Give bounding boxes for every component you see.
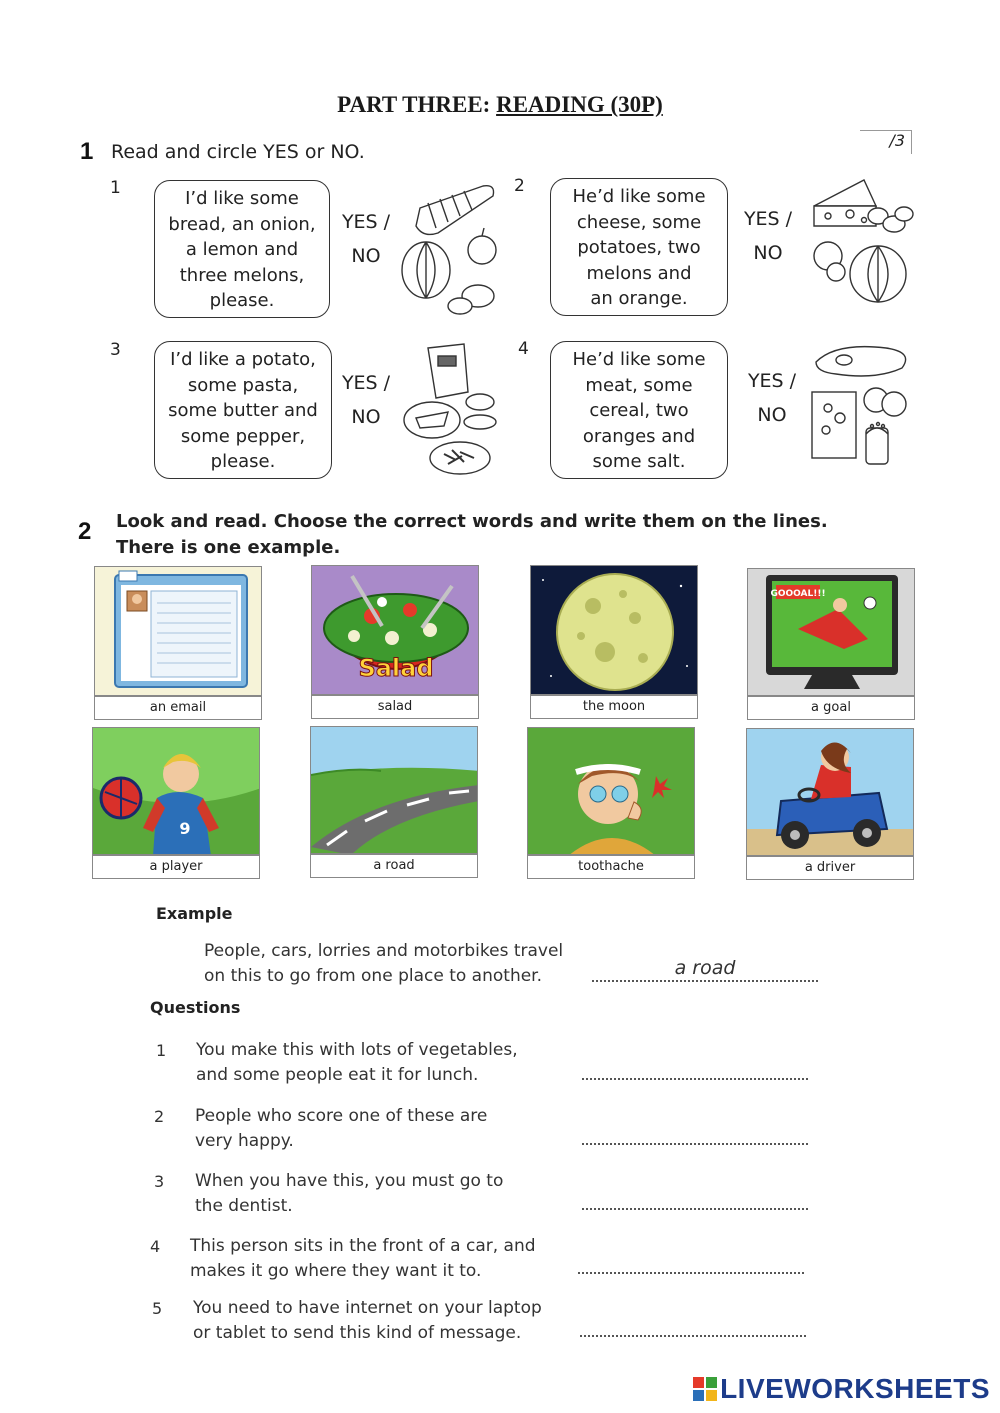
- bubble-line: an orange.: [590, 288, 688, 309]
- score-box: /3: [860, 130, 912, 154]
- question-line: When you have this, you must go to: [195, 1171, 504, 1191]
- item-number: 2: [514, 176, 525, 196]
- yes-option[interactable]: YES /: [747, 370, 797, 392]
- answer-line-1[interactable]: [582, 1078, 808, 1080]
- question-text: [193, 1296, 542, 1346]
- question-line: You make this with lots of vegetables,: [196, 1040, 518, 1060]
- example-text: [204, 939, 563, 989]
- exercise2-instruction-line2: There is one example.: [116, 537, 341, 558]
- card-label: an email: [94, 696, 262, 720]
- bubble-line: bread, an onion,: [168, 213, 316, 235]
- question-line: and some people eat it for lunch.: [196, 1065, 479, 1085]
- questions-heading: Questions: [150, 998, 241, 1017]
- goal-screen-text: GOOOAL!!!: [770, 589, 826, 599]
- item-number: 3: [110, 340, 121, 360]
- toothache-picture: [527, 727, 695, 855]
- title-underlined: READING (30P): [496, 92, 663, 117]
- bread-onion-lemon-melon-icon: [398, 178, 508, 318]
- exercise1-instruction: Read and circle YES or NO.: [111, 141, 365, 163]
- item-number: 4: [518, 339, 529, 359]
- answer-line-2[interactable]: [582, 1143, 808, 1145]
- logo-text: LIVEWORKSHEETS: [720, 1373, 990, 1404]
- question-text: [190, 1234, 536, 1284]
- salad-picture: [311, 565, 479, 695]
- exercise2-instruction-line1: Look and read. Choose the correct words and write them on the lines.: [116, 511, 828, 532]
- answer-line-3[interactable]: [582, 1208, 808, 1210]
- answer-line-5[interactable]: [580, 1335, 806, 1337]
- bubble-line: He’d like some: [572, 186, 706, 207]
- bubble-line: oranges and: [582, 425, 696, 447]
- road-picture: [310, 726, 478, 854]
- bubble-line: a lemon and: [185, 239, 299, 260]
- question-number: 3: [154, 1172, 165, 1191]
- bubble-line: potatoes, two: [577, 237, 701, 258]
- card-label: a player: [92, 855, 260, 879]
- exercise2-number: 2: [78, 518, 92, 545]
- bubble-line: I’d like some: [185, 188, 299, 209]
- bubble-line: I’d like a potato,: [170, 349, 316, 370]
- speech-bubble: [550, 178, 728, 316]
- liveworksheets-logo[interactable]: [693, 1373, 990, 1405]
- no-option[interactable]: NO: [351, 245, 381, 267]
- card-label: a driver: [746, 856, 914, 880]
- question-number: 1: [156, 1041, 167, 1060]
- example-heading: Example: [156, 904, 233, 923]
- road-icon: [311, 727, 478, 854]
- item-number: 1: [110, 178, 121, 198]
- speech-bubble: [550, 341, 728, 479]
- example-line: People, cars, lorries and motorbikes travel: [204, 941, 564, 961]
- card-label: a goal: [747, 696, 915, 720]
- bubble-line: cereal, two: [589, 400, 689, 421]
- moon-picture: [530, 565, 698, 695]
- email-picture: [94, 566, 262, 696]
- yes-no-choice[interactable]: [738, 202, 798, 270]
- bubble-line: cheese, some: [576, 211, 702, 233]
- example-answer-line: [592, 980, 818, 982]
- player-icon: [93, 728, 260, 855]
- bubble-line: some salt.: [592, 451, 686, 472]
- question-text: [196, 1038, 518, 1088]
- speech-bubble: [154, 180, 330, 318]
- question-line: This person sits in the front of a car, and: [190, 1236, 536, 1256]
- driver-picture: [746, 728, 914, 856]
- question-text: [195, 1169, 503, 1219]
- yes-no-choice[interactable]: [742, 364, 802, 432]
- question-number: 4: [150, 1237, 161, 1256]
- salad-icon: [312, 566, 479, 695]
- cheese-potatoes-melon-orange-icon: [806, 176, 916, 308]
- bubble-line: some pepper,: [180, 425, 306, 447]
- yes-option[interactable]: YES /: [341, 372, 391, 394]
- liveworksheets-logo-icon: [693, 1377, 717, 1401]
- yes-option[interactable]: YES /: [743, 208, 793, 230]
- no-option[interactable]: NO: [757, 404, 787, 426]
- bubble-line: melons and: [586, 262, 692, 284]
- question-line: or tablet to send this kind of message.: [193, 1323, 522, 1343]
- no-option[interactable]: NO: [753, 242, 783, 264]
- no-option[interactable]: NO: [351, 406, 381, 428]
- player-picture: [92, 727, 260, 855]
- page-title: [0, 92, 1000, 118]
- card-label: the moon: [530, 695, 698, 719]
- toothache-icon: [528, 728, 695, 855]
- moon-icon: [531, 566, 698, 695]
- card-label: toothache: [527, 855, 695, 879]
- question-number: 2: [154, 1107, 165, 1126]
- bubble-line: meat, some: [585, 374, 693, 396]
- driver-icon: [747, 729, 914, 856]
- bubble-line: three melons,: [179, 264, 305, 286]
- yes-option[interactable]: YES /: [341, 211, 391, 233]
- player-shirt-number: 9: [179, 819, 191, 838]
- question-number: 5: [152, 1299, 163, 1318]
- answer-line-4[interactable]: [578, 1272, 804, 1274]
- bubble-line: please.: [210, 451, 276, 472]
- question-line: You need to have internet on your laptop: [193, 1298, 542, 1318]
- question-line: the dentist.: [195, 1196, 293, 1216]
- exercise1-number: 1: [80, 138, 94, 165]
- yes-no-choice[interactable]: [336, 205, 396, 273]
- potato-pasta-butter-pepper-icon: [400, 340, 504, 478]
- goal-picture: [747, 568, 915, 696]
- salad-bowl-text: Salad: [358, 654, 434, 682]
- goal-icon: [748, 569, 915, 696]
- bubble-line: some pasta,: [187, 374, 299, 396]
- card-label: salad: [311, 695, 479, 719]
- meat-cereal-orange-salt-icon: [806, 336, 916, 472]
- bubble-line: He’d like some: [572, 349, 706, 370]
- question-text: [195, 1104, 487, 1154]
- speech-bubble: [154, 341, 332, 479]
- title-prefix: PART THREE:: [337, 92, 497, 117]
- bubble-line: please.: [209, 290, 275, 311]
- card-label: a road: [310, 854, 478, 878]
- question-line: People who score one of these are: [195, 1106, 488, 1126]
- example-line: on this to go from one place to another.: [204, 966, 543, 986]
- question-line: very happy.: [195, 1131, 294, 1151]
- bubble-line: some butter and: [168, 400, 318, 421]
- question-line: makes it go where they want it to.: [190, 1261, 482, 1281]
- yes-no-choice[interactable]: [336, 366, 396, 434]
- example-answer: a road: [674, 957, 736, 979]
- email-icon: [95, 567, 262, 696]
